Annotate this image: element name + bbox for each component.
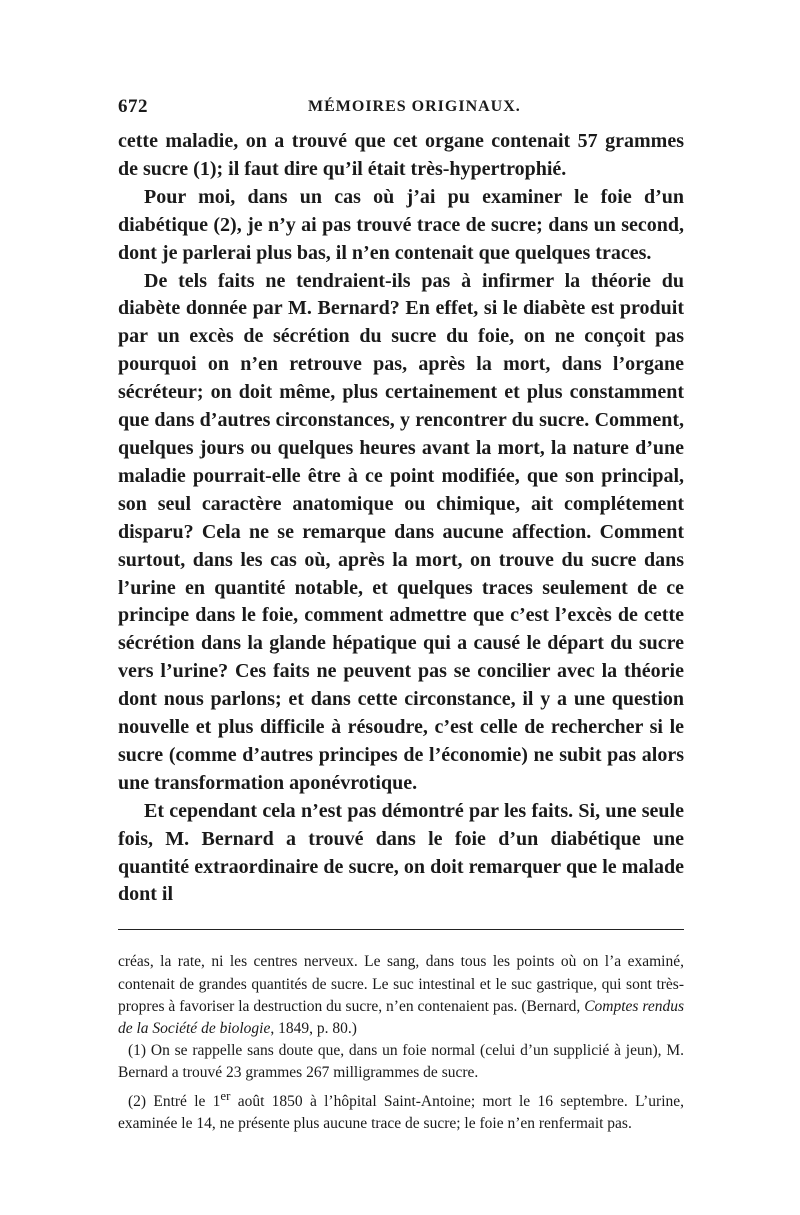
- running-head: [118, 92, 684, 122]
- body-paragraph: cette maladie, on a trouvé que cet organe contenait 57 grammes de sucre (1); il faut dire qu’il était très-hypertrophié.: [118, 130, 684, 180]
- footnote-2-start: (2) Entré le 1: [128, 1092, 221, 1110]
- footnote-1: (1) On se rappelle sans doute que, dans un foie normal (celui d’un supplicié à jeun), M. Bernard a trouvé 23 grammes 267 milligrammes de sucre.: [118, 1042, 684, 1082]
- footnote-divider: [118, 929, 684, 930]
- body-paragraph: De tels faits ne tendraient-ils pas à infirmer la théorie du diabète donnée par M. Bernard? En effet, si le diabète est produit par un excès de sécrétion du sucre du foie, on ne conçoit pas pourquoi on n’en retrouve pas, après la mort, dans l’organe sécréteur; on doit même, plus certainement et plus constamment que dans d’autres circonstances, y rencontrer du sucre. Comment, quelques jours ou quelques heures avant la mort, la nature d’une maladie pourrait-elle être à ce point modifiée, que son principal, son seul caractère anatomique ou chimique, ait complétement disparu? Cela ne se remarque dans aucune affection. Comment surtout, dans les cas où, après la mort, on trouve du sucre dans l’urine en quantité notable, et quelques traces seulement de ce principe dans le foie, comment admettre que c’est l’excès de cette sécrétion dans la glande hépatique qui a causé le départ du sucre vers l’urine? Ces faits ne peuvent pas se concilier avec la théorie dont nous parlons; et dans cette circonstance, il y a une question nouvelle et plus difficile à résoudre, c’est celle de rechercher si le sucre (comme d’autres principes de l’économie) ne subit pas alors une transformation aponévrotique.: [118, 269, 684, 794]
- body-text: [118, 128, 684, 909]
- footnote-continuation-text: créas, la rate, ni les centres nerveux. Le sang, dans tous les points où on l’a examiné, contenait de grandes quantités de sucre. Le suc intestinal et le suc gastrique, qui sont très-propres à favoriser la destruction du sucre, n’en contenaient pas. (Bernard,: [118, 953, 684, 1015]
- footnote-continuation-tail: , 1849, p. 80.): [270, 1019, 357, 1037]
- footnote-continuation: [118, 951, 684, 1040]
- footnote-2-superscript: er: [220, 1087, 231, 1103]
- footnote-2-end: août 1850 à l’hôpital Saint-Antoine; mort le 16 septembre. L’urine, examinée le 14, ne présente plus aucune trace de sucre; le foie n’en renfermait pas.: [118, 1092, 684, 1132]
- book-page: [118, 92, 684, 1135]
- page-number: 672: [118, 96, 148, 117]
- footnote-2: [118, 1085, 684, 1136]
- footnotes: [118, 951, 684, 1135]
- body-paragraph: Pour moi, dans un cas où j’ai pu examiner le foie d’un diabétique (2), je n’y ai pas trouvé trace de sucre; dans un second, dont je parlerai plus bas, il n’en contenait que quelques traces.: [118, 185, 684, 264]
- running-title: MÉMOIRES ORIGINAUX.: [308, 98, 521, 115]
- body-paragraph: Et cependant cela n’est pas démontré par les faits. Si, une seule fois, M. Bernard a trouvé dans le foie d’un diabétique une quantité extraordinaire de sucre, on doit remarquer que le malade dont il: [118, 799, 684, 906]
- footnote-citation: Comptes rendus de la Société de biologie: [118, 997, 684, 1037]
